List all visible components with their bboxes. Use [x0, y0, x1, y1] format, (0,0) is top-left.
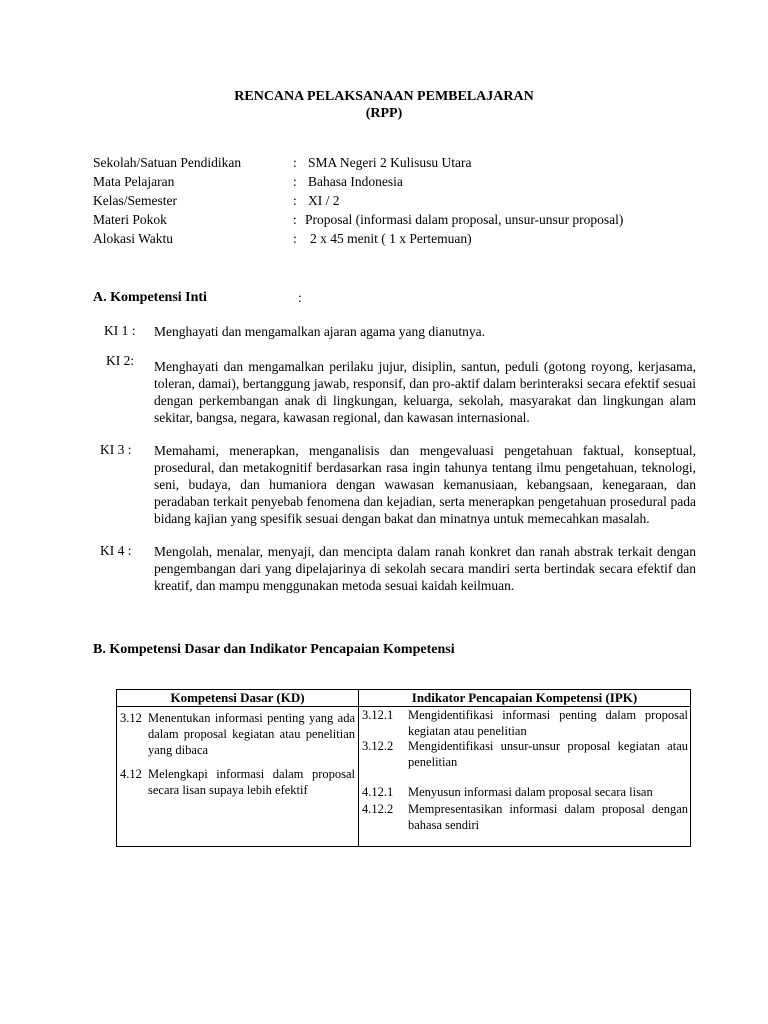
section-b-heading: B. Kompetensi Dasar dan Indikator Pencapaian Kompetensi	[93, 642, 455, 657]
ipk-number: 3.12.1	[362, 708, 394, 722]
kd-ipk-table	[116, 689, 691, 847]
ki2-text: Menghayati dan mengamalkan perilaku jujur, disiplin, santun, peduli (gotong royong, kerjasama, toleran, damai), bertanggung jawab, responsif, dan pro-aktif dalam berinteraksi secara efektif sesuai dengan perkembangan anak di lingkungan, keluarga, sekolah, masyarakat dan lingkungan alam sekitar, bangsa, negara, kawasan regional, dan kawasan internasional.	[154, 359, 696, 425]
table-row	[117, 707, 691, 847]
identity-value: Bahasa Indonesia	[308, 174, 403, 189]
ipk-number: 4.12.1	[362, 785, 394, 799]
kd-text: Melengkapi informasi dalam proposal secara lisan supaya lebih efektif	[148, 767, 355, 797]
document-subtitle: (RPP)	[365, 106, 403, 121]
identity-colon: :	[293, 193, 297, 208]
identity-colon: :	[293, 155, 297, 170]
ipk-number: 3.12.2	[362, 739, 394, 753]
kd-header: Kompetensi Dasar (KD)	[117, 690, 359, 707]
ki4-label: KI 4 :	[100, 543, 132, 558]
ipk-number: 4.12.2	[362, 802, 394, 816]
kd-cell	[117, 707, 359, 847]
identity-value: Proposal (informasi dalam proposal, unsur-unsur proposal)	[305, 212, 624, 227]
identity-value: XI / 2	[308, 193, 340, 208]
identity-colon: :	[293, 231, 297, 246]
ki3-text: Memahami, menerapkan, menganalisis dan mengevaluasi pengetahuan faktual, konseptual, prosedural, dan metakognitif berdasarkan rasa ingin tahunya tentang ilmu pengetahuan, teknologi, seni, budaya, dan humaniora dengan wawasan kemanusiaan, kebangsaan, kenegaraan, dan peradaban terkait penyebab fenomena dan kejadian, serta menerapkan pengetahuan prosedural pada bidang kajian yang spesifik sesuai dengan bakat dan minatnya untuk memecahkan masalah.	[154, 443, 696, 526]
ki3-label: KI 3 :	[100, 442, 132, 457]
document-title: RENCANA PELAKSANAAN PEMBELAJARAN	[234, 89, 534, 104]
kd-text: Menentukan informasi penting yang ada dalam proposal kegiatan atau penelitian yang dibaca	[148, 711, 355, 757]
identity-colon: :	[293, 174, 297, 189]
identity-value: 2 x 45 menit ( 1 x Pertemuan)	[310, 231, 472, 246]
identity-label: Mata Pelajaran	[93, 174, 175, 189]
kd-number: 4.12	[120, 767, 142, 781]
identity-value: SMA Negeri 2 Kulisusu Utara	[308, 155, 472, 170]
section-a-heading: A. Kompetensi Inti	[93, 290, 207, 305]
ipk-text: Mempresentasikan informasi dalam proposal dengan bahasa sendiri	[408, 802, 688, 832]
identity-label: Kelas/Semester	[93, 193, 177, 208]
ipk-text: Menyusun informasi dalam proposal secara lisan	[408, 785, 653, 799]
identity-label: Materi Pokok	[93, 212, 167, 227]
ipk-text: Mengidentifikasi informasi penting dalam proposal kegiatan atau penelitian	[408, 708, 688, 738]
identity-label: Alokasi Waktu	[93, 231, 174, 246]
ipk-text: Mengidentifikasi unsur-unsur proposal kegiatan atau penelitian	[408, 739, 688, 769]
section-a-colon: :	[298, 290, 302, 305]
ki4-text: Mengolah, menalar, menyaji, dan mencipta dalam ranah konkret dan ranah abstrak terkait dengan pengembangan dari yang dipelajarinya di sekolah secara mandiri serta bertindak secara efektif dan kreatif, dan mampu menggunakan metoda sesuai kaidah keilmuan.	[154, 544, 696, 593]
ki1-label: KI 1 :	[104, 323, 136, 338]
ipk-cell	[359, 707, 691, 847]
identity-label: Sekolah/Satuan Pendidikan	[93, 155, 242, 170]
kd-number: 3.12	[120, 711, 142, 725]
table-header-row	[117, 690, 691, 707]
ki1-text: Menghayati dan mengamalkan ajaran agama yang dianutnya.	[154, 324, 485, 339]
ki2-label: KI 2:	[106, 353, 135, 368]
ipk-header: Indikator Pencapaian Kompetensi (IPK)	[359, 690, 691, 707]
identity-colon: :	[293, 212, 297, 227]
